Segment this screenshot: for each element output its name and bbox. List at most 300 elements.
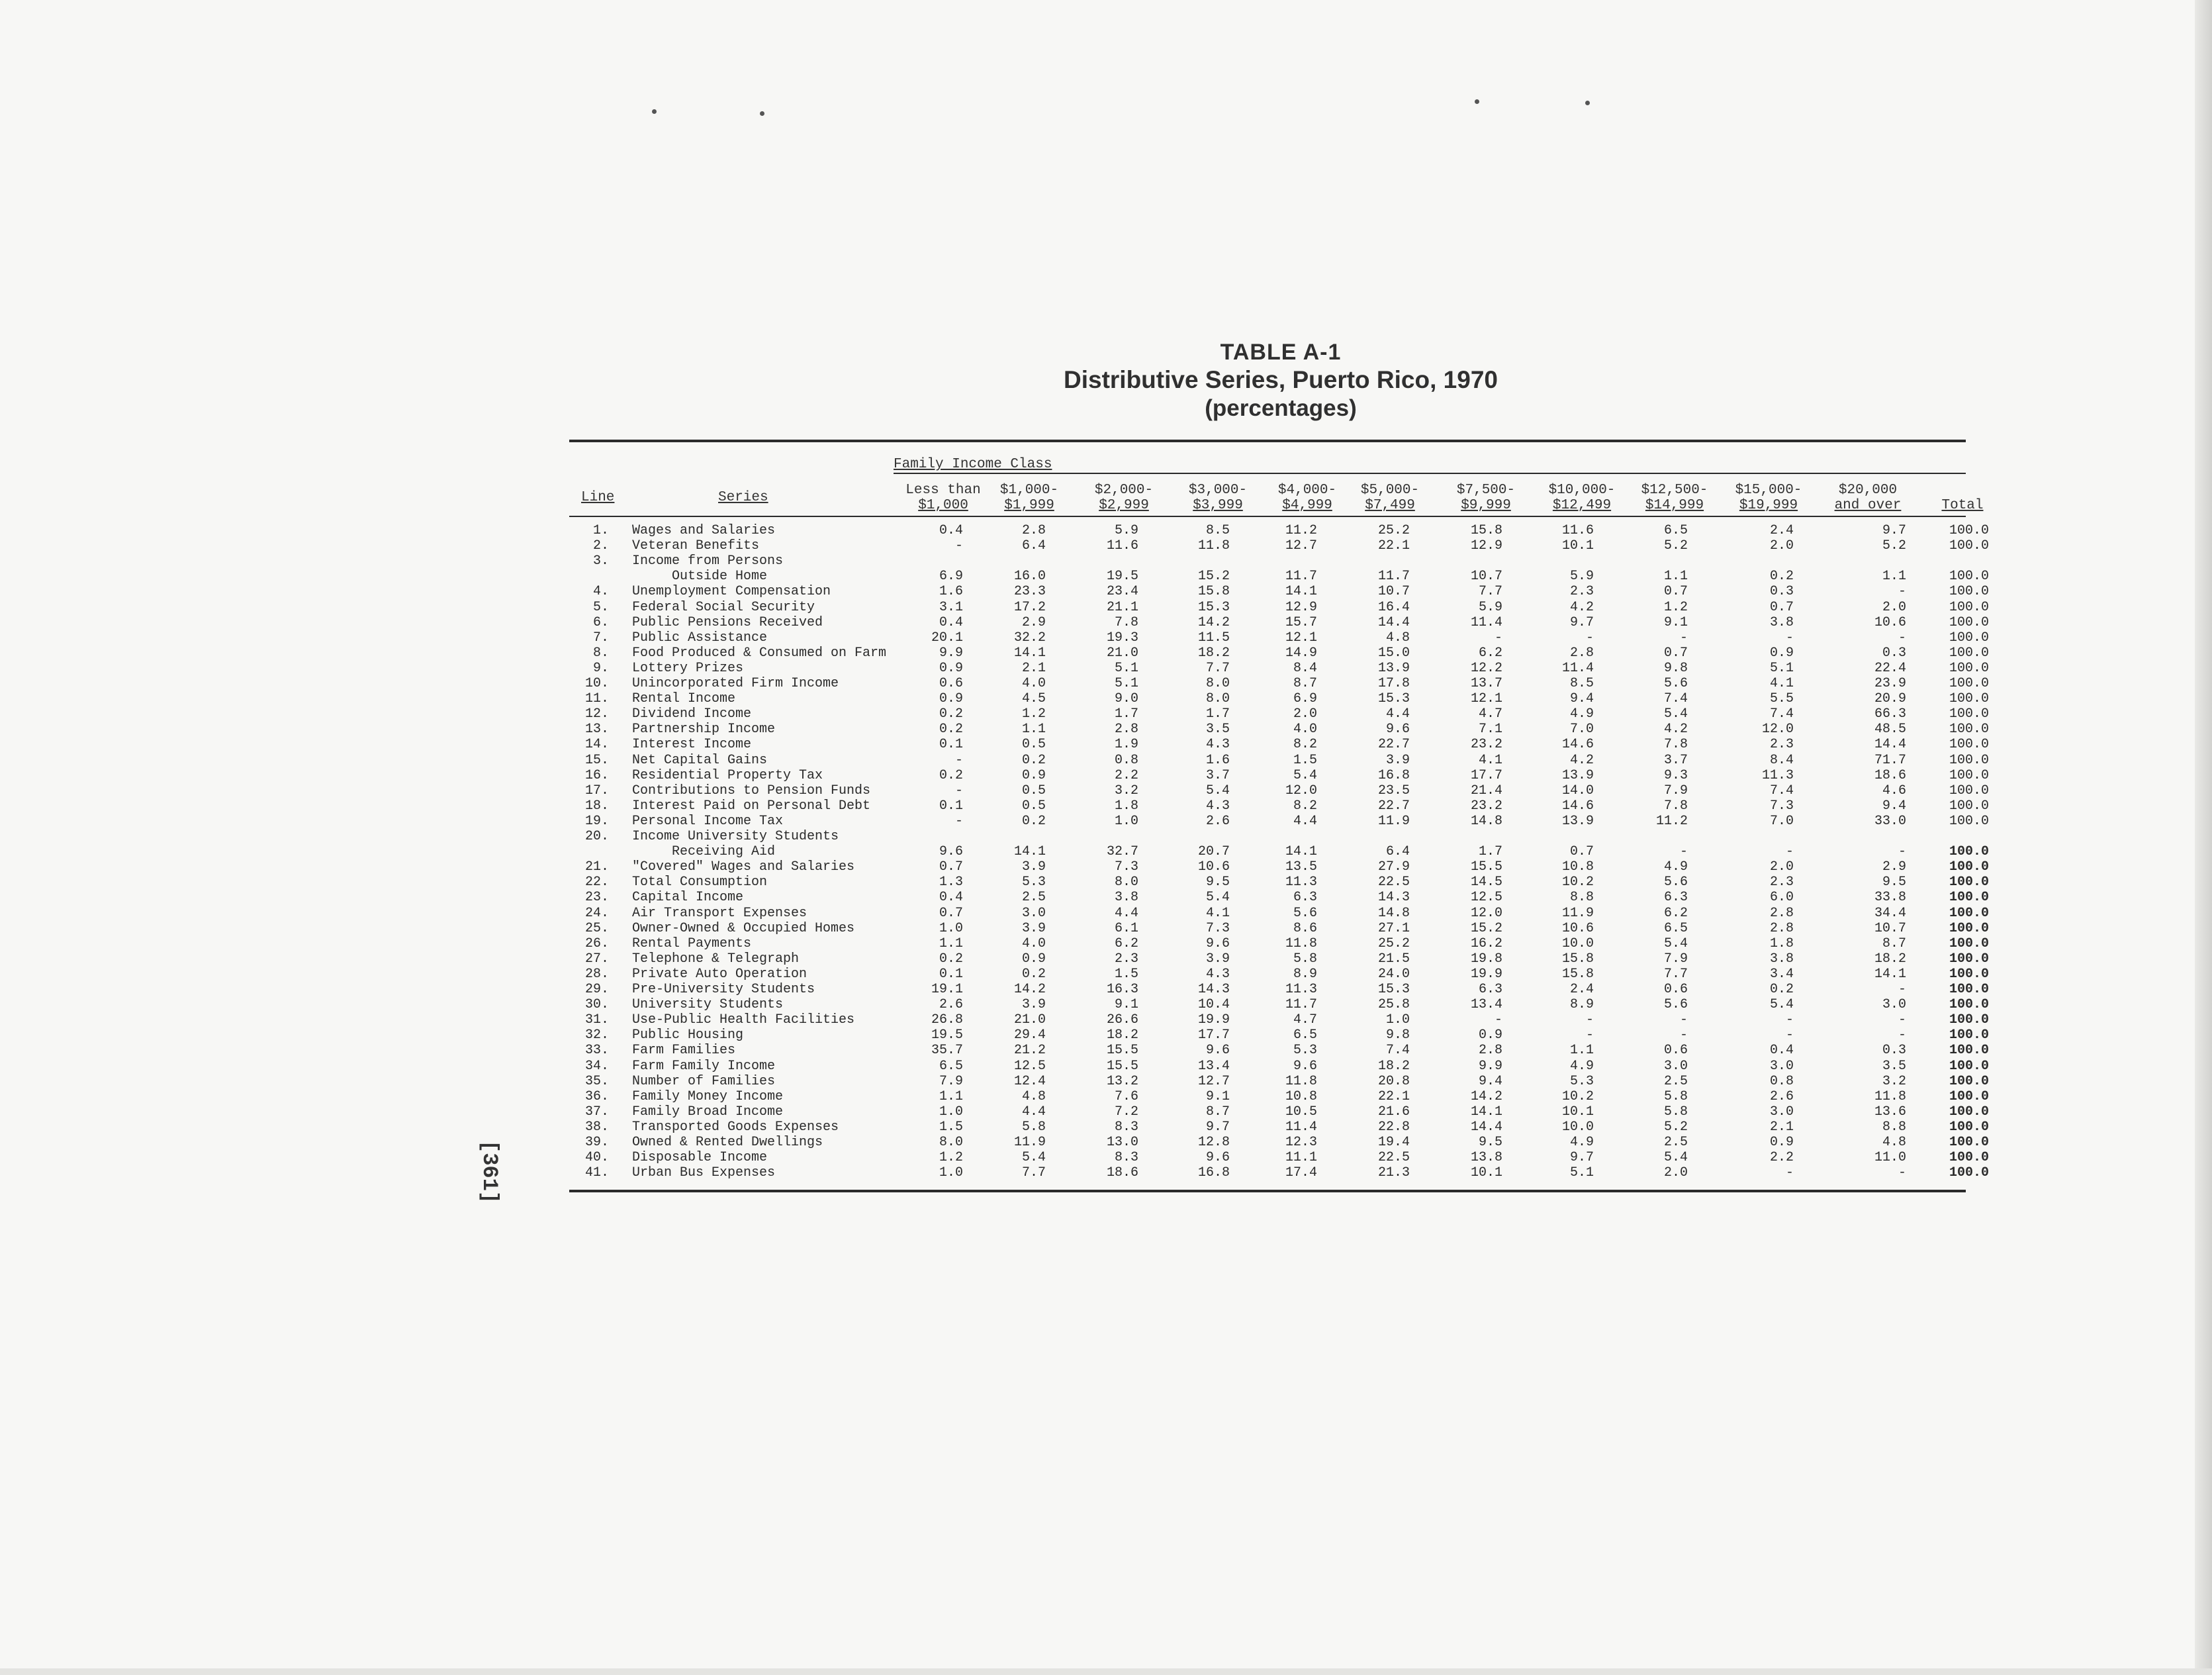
income-class-header [1440,483,1532,513]
value-cell: 5.9 [1569,569,1594,584]
value-cell: 19.5 [1106,569,1138,584]
value-cell: 5.8 [1663,1104,1688,1120]
total-cell: 100.0 [1949,1028,1989,1043]
value-cell: 0.6 [939,676,963,691]
value-cell: 10.6 [1197,859,1230,875]
series-name: Dividend Income [632,706,752,722]
value-cell: 5.4 [1663,936,1688,951]
value-cell: 5.4 [1663,706,1688,722]
value-cell: 0.2 [939,722,963,737]
series-name: Rental Payments [632,936,752,951]
title-block [900,339,1661,422]
line-number: 14. [584,737,609,752]
line-number: 2. [592,538,609,553]
line-number: 16. [584,768,609,783]
series-name: University Students [632,997,784,1012]
value-cell: 23.2 [1470,737,1502,752]
value-cell: 0.4 [939,523,963,538]
value-cell: 12.0 [1761,722,1794,737]
value-cell: 15.2 [1470,921,1502,936]
income-class-header-top: $5,000- [1360,483,1420,498]
value-cell: 1.2 [939,1150,963,1165]
line-number: 17. [584,783,609,798]
value-cell: 6.3 [1293,890,1317,905]
value-cell: - [1785,1165,1794,1180]
value-cell: 22.7 [1377,798,1410,814]
value-cell: - [1898,630,1906,646]
table-row [0,1028,2212,1043]
value-cell: 3.9 [1205,951,1230,967]
total-cell: 100.0 [1949,859,1989,875]
line-number: 31. [584,1012,609,1028]
value-cell: 0.7 [1663,584,1688,599]
table-row [0,1120,2212,1135]
value-cell: 0.7 [1769,600,1794,615]
value-cell: 14.1 [1285,584,1317,599]
value-cell: 14.6 [1561,737,1594,752]
value-cell: 6.4 [1021,538,1046,553]
series-name: Disposable Income [632,1150,768,1165]
total-cell: 100.0 [1949,921,1989,936]
value-cell: 5.6 [1663,676,1688,691]
value-cell: 9.7 [1882,523,1906,538]
value-cell: 8.9 [1293,967,1317,982]
value-cell: 27.9 [1377,859,1410,875]
line-number: 7. [592,630,609,646]
value-cell: 14.2 [1197,615,1230,630]
table-row [0,1150,2212,1165]
income-class-header-top: $12,500- [1641,483,1708,498]
value-cell: 18.2 [1377,1059,1410,1074]
value-cell: 14.0 [1561,783,1594,798]
series-name: Total Consumption [632,875,768,890]
series-name: Pre-University Students [632,982,815,997]
line-number: 8. [592,646,609,661]
series-name: Federal Social Security [632,600,815,615]
value-cell: 14.4 [1470,1120,1502,1135]
value-cell: 33.8 [1874,890,1906,905]
line-number: 27. [584,951,609,967]
value-cell: 0.4 [939,615,963,630]
value-cell: 13.5 [1285,859,1317,875]
value-cell: 12.3 [1285,1135,1317,1150]
value-cell: 1.5 [939,1120,963,1135]
value-cell: 18.2 [1106,1028,1138,1043]
value-cell: 5.1 [1114,661,1138,676]
value-cell: 22.1 [1377,538,1410,553]
value-cell: 12.8 [1197,1135,1230,1150]
value-cell: 0.2 [939,951,963,967]
value-cell: 4.8 [1385,630,1410,646]
value-cell: 16.2 [1470,936,1502,951]
value-cell: 22.8 [1377,1120,1410,1135]
line-number: 40. [584,1150,609,1165]
value-cell: 26.6 [1106,1012,1138,1028]
series-name: Owned & Rented Dwellings [632,1135,823,1150]
value-cell: 4.8 [1021,1089,1046,1104]
value-cell: 7.1 [1478,722,1502,737]
value-cell: 11.7 [1285,997,1317,1012]
value-cell: 9.6 [1205,936,1230,951]
value-cell: 1.1 [1021,722,1046,737]
value-cell: 20.7 [1197,844,1230,859]
value-cell: - [954,783,963,798]
series-name: Air Transport Expenses [632,906,807,921]
line-number: 1. [592,523,609,538]
value-cell: 0.6 [1663,1043,1688,1058]
value-cell: 4.0 [1021,936,1046,951]
income-class-header-bottom: $2,999 [1099,498,1149,513]
table-row [0,661,2212,676]
line-number: 38. [584,1120,609,1135]
scan-speck [1585,101,1590,105]
value-cell: 0.5 [1021,798,1046,814]
value-cell: 18.6 [1106,1165,1138,1180]
value-cell: 11.7 [1377,569,1410,584]
value-cell: 2.1 [1769,1120,1794,1135]
value-cell: 21.0 [1106,646,1138,661]
line-number: 19. [584,814,609,829]
series-name: Interest Income [632,737,752,752]
value-cell: 23.3 [1013,584,1046,599]
value-cell: 20.1 [931,630,963,646]
value-cell: 7.4 [1769,706,1794,722]
income-class-header-bottom: $1,999 [1004,498,1054,513]
value-cell: 0.2 [939,768,963,783]
value-cell: 2.8 [1114,722,1138,737]
total-cell: 100.0 [1949,630,1989,646]
income-class-header [1722,483,1815,513]
value-cell: - [1494,1012,1502,1028]
value-cell: 1.0 [939,1104,963,1120]
table-row [0,584,2212,599]
value-cell: 11.4 [1470,615,1502,630]
value-cell: 15.7 [1285,615,1317,630]
value-cell: 71.7 [1874,753,1906,768]
income-class-header-top: $15,000- [1735,483,1802,498]
value-cell: 5.1 [1569,1165,1594,1180]
value-cell: 2.8 [1569,646,1594,661]
table-row [0,676,2212,691]
value-cell: 1.9 [1114,737,1138,752]
series-name: Outside Home [672,569,768,584]
total-cell: 100.0 [1949,753,1989,768]
value-cell: 4.0 [1021,676,1046,691]
value-cell: 4.5 [1021,691,1046,706]
value-cell: 6.4 [1385,844,1410,859]
series-name: Public Assistance [632,630,768,646]
total-cell: 100.0 [1949,783,1989,798]
value-cell: 10.0 [1561,1120,1594,1135]
value-cell: 21.0 [1013,1012,1046,1028]
value-cell: 7.4 [1769,783,1794,798]
value-cell: 22.1 [1377,1089,1410,1104]
value-cell: 7.4 [1663,691,1688,706]
value-cell: 0.2 [1769,569,1794,584]
table-row [0,1012,2212,1028]
value-cell: 11.8 [1874,1089,1906,1104]
value-cell: 3.2 [1114,783,1138,798]
value-cell: 0.7 [939,859,963,875]
value-cell: - [1898,584,1906,599]
table-row [0,829,2212,844]
series-name: Number of Families [632,1074,776,1089]
value-cell: 0.5 [1021,783,1046,798]
value-cell: 18.6 [1874,768,1906,783]
value-cell: 21.5 [1377,951,1410,967]
value-cell: 9.4 [1882,798,1906,814]
series-name: Transported Goods Expenses [632,1120,839,1135]
value-cell: 1.1 [1569,1043,1594,1058]
income-class-header-bottom: $19,999 [1739,498,1798,513]
value-cell: 6.5 [1663,921,1688,936]
value-cell: 8.0 [1205,676,1230,691]
total-cell: 100.0 [1949,538,1989,553]
total-cell: 100.0 [1949,906,1989,921]
value-cell: 17.7 [1470,768,1502,783]
value-cell: 7.6 [1114,1089,1138,1104]
page-number: [361] [477,1139,502,1204]
table-row [0,844,2212,859]
value-cell: 5.4 [1769,997,1794,1012]
table-row [0,967,2212,982]
value-cell: 10.6 [1874,615,1906,630]
value-cell: 0.2 [1021,814,1046,829]
value-cell: 6.2 [1478,646,1502,661]
value-cell: 8.8 [1882,1120,1906,1135]
series-name: Farm Family Income [632,1059,776,1074]
value-cell: 2.2 [1114,768,1138,783]
value-cell: 19.8 [1470,951,1502,967]
value-cell: 0.7 [1663,646,1688,661]
total-cell: 100.0 [1949,600,1989,615]
value-cell: - [954,814,963,829]
value-cell: 10.7 [1874,921,1906,936]
value-cell: 22.5 [1377,1150,1410,1165]
value-cell: 3.0 [1769,1104,1794,1120]
table-row [0,921,2212,936]
value-cell: 0.2 [939,706,963,722]
value-cell: 0.7 [1569,844,1594,859]
value-cell: 14.3 [1197,982,1230,997]
value-cell: 20.8 [1377,1074,1410,1089]
value-cell: 8.5 [1205,523,1230,538]
line-number: 28. [584,967,609,982]
value-cell: 32.2 [1013,630,1046,646]
line-number: 33. [584,1043,609,1058]
value-cell: 5.8 [1663,1089,1688,1104]
value-cell: 17.7 [1197,1028,1230,1043]
table-row [0,798,2212,814]
value-cell: 6.9 [939,569,963,584]
value-cell: 2.1 [1021,661,1046,676]
value-cell: 0.8 [1114,753,1138,768]
table-row [0,783,2212,798]
value-cell: 23.2 [1470,798,1502,814]
value-cell: 0.4 [1769,1043,1794,1058]
value-cell: 15.8 [1561,967,1594,982]
value-cell: 14.8 [1377,906,1410,921]
table-row [0,1104,2212,1120]
value-cell: 6.2 [1114,936,1138,951]
value-cell: 2.4 [1569,982,1594,997]
value-cell: 6.0 [1769,890,1794,905]
value-cell: 29.4 [1013,1028,1046,1043]
value-cell: 0.9 [1478,1028,1502,1043]
value-cell: 3.0 [1882,997,1906,1012]
value-cell: 0.1 [939,798,963,814]
value-cell: 2.5 [1663,1135,1688,1150]
value-cell: 16.0 [1013,569,1046,584]
value-cell: 9.7 [1569,615,1594,630]
value-cell: 10.7 [1470,569,1502,584]
value-cell: 16.8 [1377,768,1410,783]
value-cell: 15.0 [1377,646,1410,661]
value-cell: 0.1 [939,737,963,752]
total-header-label: Total [1941,498,1984,513]
value-cell: 9.5 [1478,1135,1502,1150]
income-class-header [1261,483,1354,513]
line-number: 39. [584,1135,609,1150]
table-row [0,600,2212,615]
value-cell: 21.4 [1470,783,1502,798]
income-class-header-bottom: $1,000 [918,498,968,513]
value-cell: 13.9 [1561,814,1594,829]
value-cell: 11.3 [1285,982,1317,997]
value-cell: 2.0 [1663,1165,1688,1180]
income-class-header-bottom: $12,499 [1552,498,1612,513]
income-class-header-bottom: $3,999 [1193,498,1243,513]
value-cell: 10.8 [1561,859,1594,875]
value-cell: 12.5 [1013,1059,1046,1074]
value-cell: 11.3 [1285,875,1317,890]
value-cell: 4.7 [1293,1012,1317,1028]
total-cell: 100.0 [1949,584,1989,599]
value-cell: 5.8 [1021,1120,1046,1135]
value-cell: 20.9 [1874,691,1906,706]
value-cell: 9.3 [1663,768,1688,783]
line-number: 37. [584,1104,609,1120]
value-cell: 2.3 [1769,737,1794,752]
value-cell: 4.1 [1205,906,1230,921]
value-cell: 9.9 [939,646,963,661]
series-name: Contributions to Pension Funds [632,783,871,798]
value-cell: 7.0 [1569,722,1594,737]
page-bottom-edge [0,1668,2212,1675]
series-name: Wages and Salaries [632,523,776,538]
value-cell: 26.8 [931,1012,963,1028]
value-cell: 11.2 [1285,523,1317,538]
value-cell: 11.2 [1655,814,1688,829]
series-name: Personal Income Tax [632,814,784,829]
value-cell: - [1679,630,1688,646]
series-name: Unincorporated Firm Income [632,676,839,691]
value-cell: 9.6 [1205,1043,1230,1058]
series-name: Interest Paid on Personal Debt [632,798,871,814]
value-cell: 11.5 [1197,630,1230,646]
value-cell: 0.9 [939,691,963,706]
value-cell: 5.1 [1114,676,1138,691]
value-cell: 10.1 [1561,1104,1594,1120]
total-cell: 100.0 [1949,844,1989,859]
income-class-header-top: $1,000- [999,483,1059,498]
value-cell: 0.3 [1769,584,1794,599]
value-cell: 21.6 [1377,1104,1410,1120]
value-cell: 17.8 [1377,676,1410,691]
value-cell: - [1785,1012,1794,1028]
value-cell: 5.4 [1205,890,1230,905]
value-cell: 9.4 [1569,691,1594,706]
value-cell: 15.5 [1106,1059,1138,1074]
series-name: Family Broad Income [632,1104,784,1120]
value-cell: 12.7 [1197,1074,1230,1089]
value-cell: 21.3 [1377,1165,1410,1180]
series-name: Urban Bus Expenses [632,1165,776,1180]
value-cell: 3.8 [1769,951,1794,967]
value-cell: 32.7 [1106,844,1138,859]
value-cell: 13.9 [1377,661,1410,676]
value-cell: 2.8 [1021,523,1046,538]
value-cell: 9.7 [1569,1150,1594,1165]
value-cell: 2.6 [1769,1089,1794,1104]
total-cell: 100.0 [1949,706,1989,722]
value-cell: 7.9 [1663,783,1688,798]
line-number: 34. [584,1059,609,1074]
value-cell: 2.8 [1478,1043,1502,1058]
series-header: Series [718,490,768,505]
value-cell: 48.5 [1874,722,1906,737]
value-cell: 9.1 [1114,997,1138,1012]
value-cell: 11.9 [1377,814,1410,829]
value-cell: 0.5 [1021,737,1046,752]
value-cell: 9.6 [1293,1059,1317,1074]
value-cell: 6.1 [1114,921,1138,936]
total-cell: 100.0 [1949,875,1989,890]
value-cell: 0.1 [939,967,963,982]
value-cell: 8.0 [1114,875,1138,890]
value-cell: 9.5 [1882,875,1906,890]
income-class-header [1078,483,1170,513]
value-cell: 8.7 [1882,936,1906,951]
value-cell: 4.3 [1205,967,1230,982]
value-cell: 5.6 [1663,875,1688,890]
line-number: 3. [592,553,609,569]
line-header: Line [581,490,615,505]
value-cell: 9.8 [1663,661,1688,676]
value-cell: 10.2 [1561,1089,1594,1104]
total-cell: 100.0 [1949,951,1989,967]
income-class-header-bottom: $9,999 [1461,498,1511,513]
total-cell: 100.0 [1949,967,1989,982]
value-cell: 4.2 [1569,753,1594,768]
value-cell: 9.6 [939,844,963,859]
value-cell: 0.2 [1021,967,1046,982]
table-title: TABLE A-1 [1220,340,1342,365]
value-cell: 12.5 [1470,890,1502,905]
value-cell: 0.3 [1882,1043,1906,1058]
value-cell: 13.4 [1197,1059,1230,1074]
value-cell: 11.1 [1285,1150,1317,1165]
table-row [0,1089,2212,1104]
value-cell: 11.8 [1197,538,1230,553]
value-cell: 11.0 [1874,1150,1906,1165]
value-cell: 15.8 [1470,523,1502,538]
table-row [0,997,2212,1012]
total-cell: 100.0 [1949,523,1989,538]
value-cell: 5.4 [1293,768,1317,783]
value-cell: 14.6 [1561,798,1594,814]
scan-speck [1475,99,1479,104]
